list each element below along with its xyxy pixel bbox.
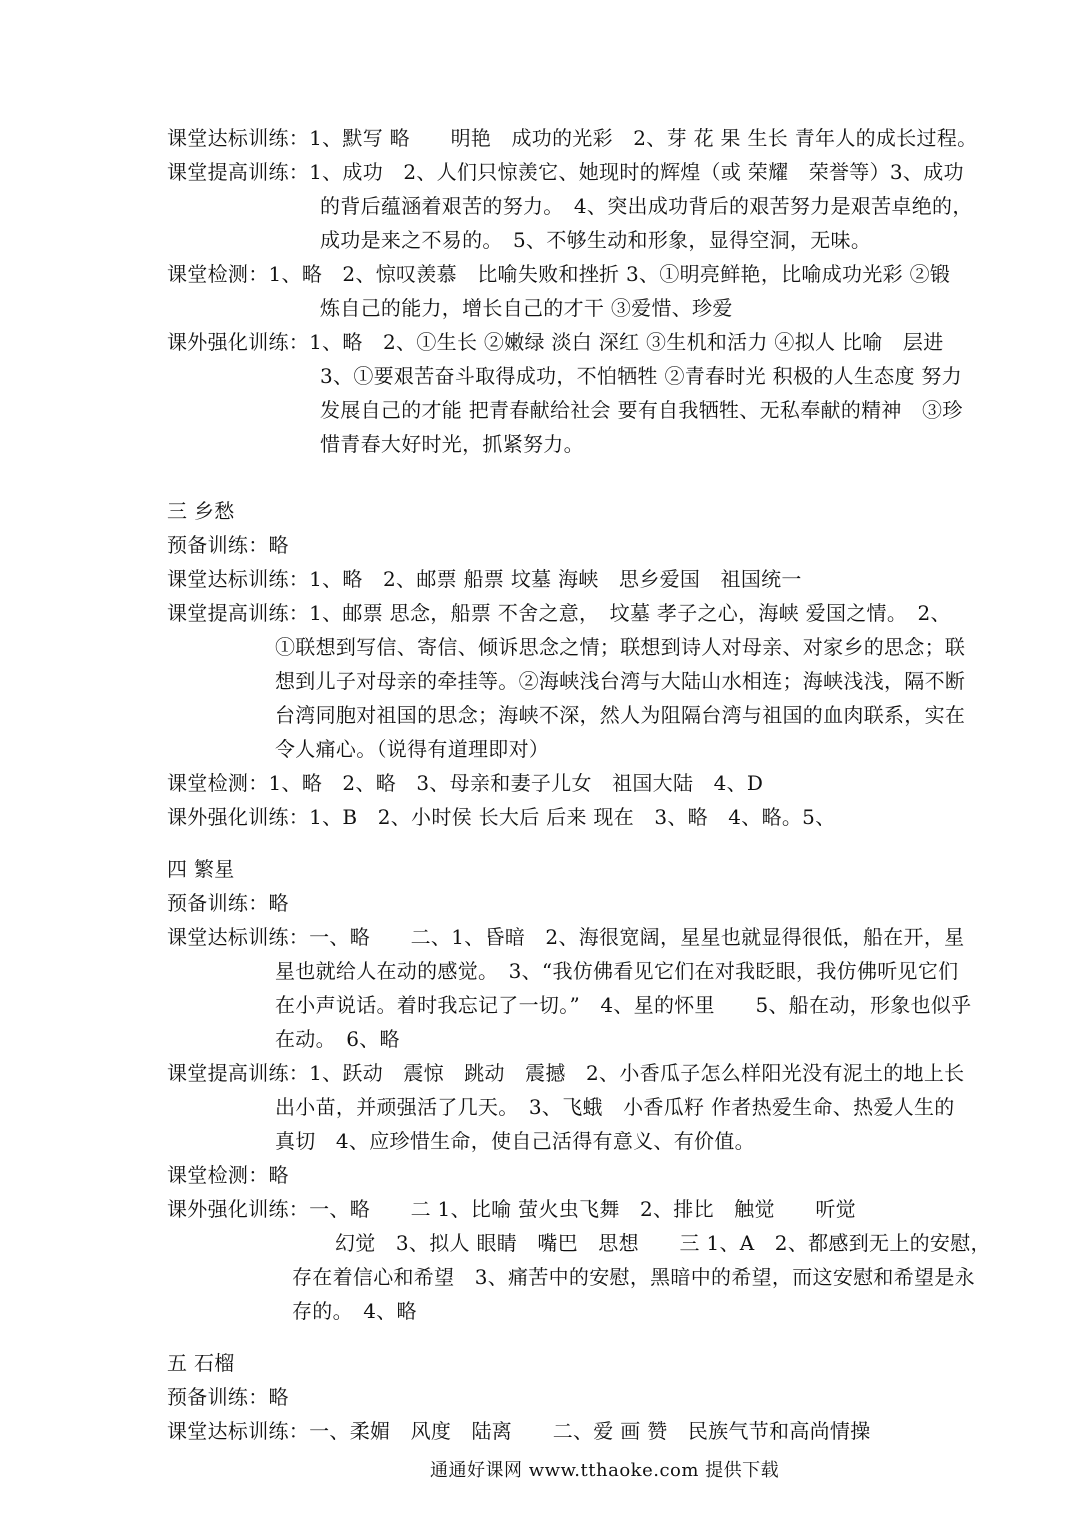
text-line: ①联想到写信、寄信、倾诉思念之情；联想到诗人对母亲、对家乡的思念；联 [275, 635, 966, 659]
text-line: 课外强化训练：1、略 2、①生长 ②嫩绿 淡白 深红 ③生机和活力 ④拟人 比喻 层进 [167, 330, 944, 354]
text-line: 课外强化训练：1、B 2、小时侯 长大后 后来 现在 3、略 4、略。5、 [167, 805, 836, 829]
text-line: 课外强化训练：一、略 二 1、比喻 萤火虫飞舞 2、排比 触觉 听觉 [167, 1197, 856, 1221]
text-line: 星也就给人在动的感觉。 3、“我仿佛看见它们在对我眨眼，我仿佛听见它们 [275, 959, 959, 983]
text-line: 的背后蕴涵着艰苦的努力。 4、突出成功背后的艰苦努力是艰苦卓绝的， [320, 194, 973, 218]
text-line: 课堂达标训练：一、柔媚 风度 陆离 二、爱 画 赞 民族气节和高尚情操 [167, 1419, 871, 1443]
text-line: 预备训练：略 [167, 891, 289, 915]
page-footer: 通通好课网 www.tthaoke.com 提供下载 [430, 1460, 780, 1481]
section-heading: 三 乡愁 [167, 499, 235, 523]
text-line: 想到儿子对母亲的牵挂等。②海峡浅台湾与大陆山水相连；海峡浅浅，隔不断 [275, 669, 966, 693]
text-line: 存在着信心和希望 3、痛苦中的安慰，黑暗中的希望，而这安慰和希望是永 [292, 1265, 975, 1289]
text-line: 3、①要艰苦奋斗取得成功，不怕牺牲 ②青春时光 积极的人生态度 努力 [320, 364, 962, 388]
text-line: 在动。 6、略 [275, 1027, 400, 1051]
text-line: 预备训练：略 [167, 1385, 289, 1409]
text-line: 成功是来之不易的。 5、不够生动和形象，显得空洞，无味。 [320, 228, 872, 252]
text-line: 幻觉 3、拟人 眼睛 嘴巴 思想 三 1、A 2、都感到无上的安慰， [335, 1231, 991, 1255]
text-line: 课堂达标训练：一、略 二、1、昏暗 2、海很宽阔，星星也就显得很低，船在开，星 [167, 925, 965, 949]
text-line: 存的。 4、略 [292, 1299, 417, 1323]
text-line: 真切 4、应珍惜生命，使自己活得有意义、有价值。 [275, 1129, 755, 1153]
text-line: 发展自己的才能 把青春献给社会 要有自我牺牲、无私奉献的精神 ③珍 [320, 398, 963, 422]
section-heading: 四 繁星 [167, 857, 235, 881]
text-line: 课堂检测：1、略 2、惊叹羡慕 比喻失败和挫折 3、①明亮鲜艳，比喻成功光彩 ②锻 [167, 262, 951, 286]
text-line: 台湾同胞对祖国的思念；海峡不深，然人为阻隔台湾与祖国的血肉联系，实在 [275, 703, 966, 727]
text-line: 课堂达标训练：1、略 2、邮票 船票 坟墓 海峡 思乡爱国 祖国统一 [167, 567, 802, 591]
text-line: 出小苗，并顽强活了几天。 3、飞蛾 小香瓜籽 作者热爱生命、热爱人生的 [275, 1095, 955, 1119]
text-line: 课堂提高训练：1、邮票 思念，船票 不舍之意， 坟墓 孝子之心，海峡 爱国之情。 2、 [167, 601, 951, 625]
text-line: 课堂提高训练：1、成功 2、人们只惊羡它、她现时的辉煌（或 荣耀 荣誉等）3、成功 [167, 160, 964, 184]
text-line: 在小声说话。着时我忘记了一切。” 4、星的怀里 5、船在动，形象也似乎 [275, 993, 972, 1017]
text-line: 炼自己的能力，增长自己的才干 ③爱惜、珍爱 [320, 296, 733, 320]
section-heading: 五 石榴 [167, 1351, 235, 1375]
text-line: 惜青春大好时光，抓紧努力。 [320, 432, 584, 456]
text-line: 预备训练：略 [167, 533, 289, 557]
text-line: 课堂提高训练：1、跃动 震惊 跳动 震撼 2、小香瓜子怎么样阳光没有泥土的地上长 [167, 1061, 965, 1085]
text-line: 课堂检测：1、略 2、略 3、母亲和妻子儿女 祖国大陆 4、D [167, 771, 764, 795]
text-line: 课堂达标训练：1、默写 略 明艳 成功的光彩 2、芽 花 果 生长 青年人的成长过程。 [167, 126, 978, 150]
text-line: 课堂检测：略 [167, 1163, 289, 1187]
text-line: 令人痛心。（说得有道理即对） [275, 737, 550, 761]
